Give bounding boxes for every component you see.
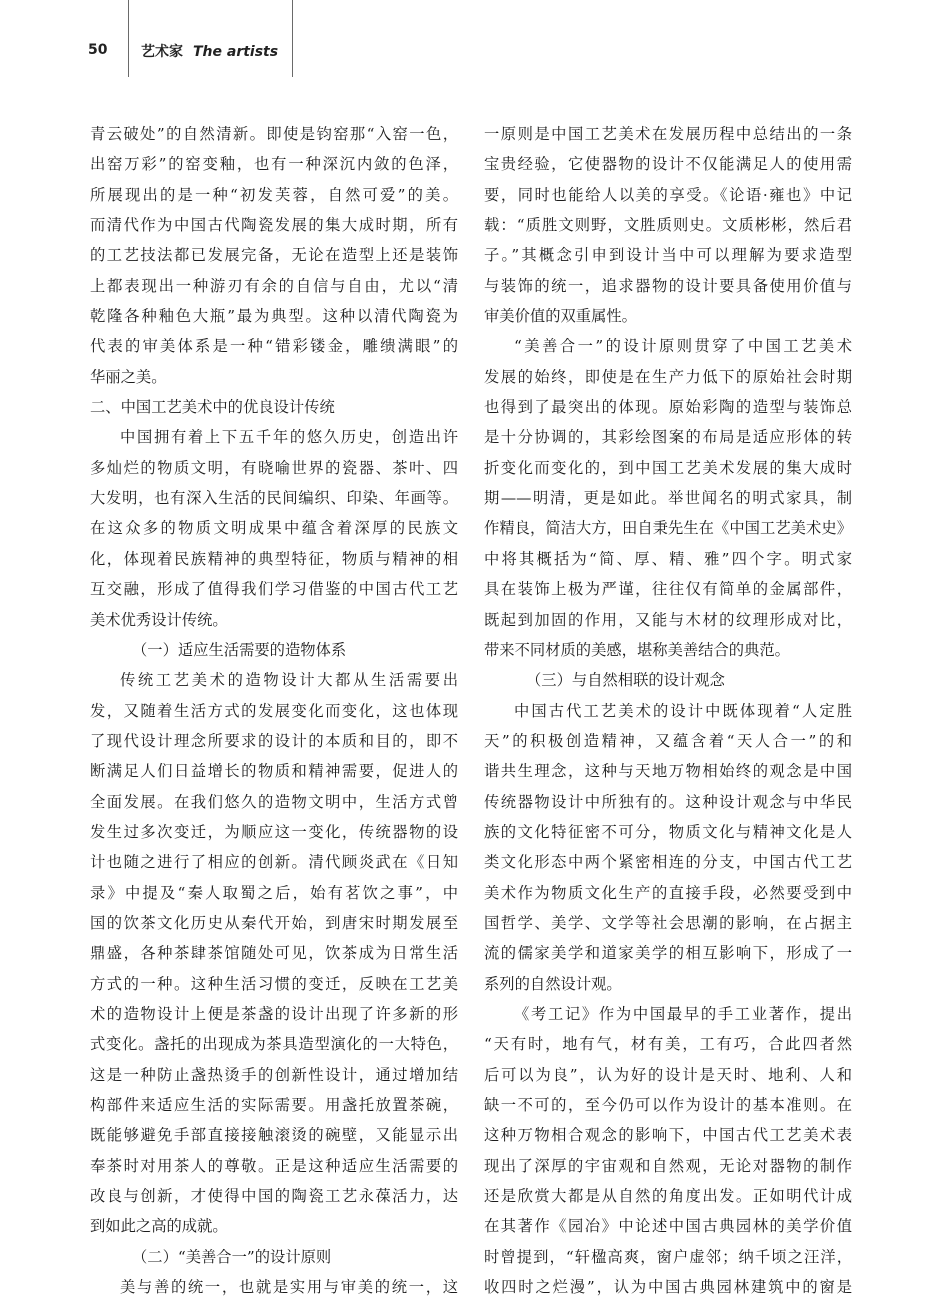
section-heading: 二、中国工艺美术中的优良设计传统 — [90, 398, 335, 417]
text-line: 所展现出的是一种“初发芙蓉，自然可爱”的美。 — [90, 185, 458, 204]
text-line: 到如此之高的成就。 — [90, 1217, 228, 1236]
text-line: 子。”其概念引申到设计当中可以理解为要求造型 — [484, 246, 852, 265]
text-line: 式变化。盏托的出现成为茶具造型演化的一大特色， — [90, 1035, 458, 1054]
left-column — [90, 119, 458, 1302]
subsection-heading: （三）与自然相联的设计观念 — [526, 671, 725, 690]
text-line: 期——明清，更是如此。举世闻名的明式家具，制 — [484, 489, 852, 508]
text-line: 构部件来适应生活的实际需要。用盏托放置茶碗， — [90, 1096, 458, 1114]
text-line: 《考工记》作为中国最早的手工业著作，提出 — [514, 1004, 852, 1023]
text-line: 既起到加固的作用，又能与木材的纹理形成对比， — [484, 610, 852, 629]
text-line: 美术作为物质文化生产的直接手段，必然要受到中 — [484, 883, 852, 902]
text-line: 带来不同材质的美感，堪称美善结合的典范。 — [484, 640, 790, 659]
subsection-heading: （一）适应生活需要的造物体系 — [132, 640, 347, 659]
text-line: 化，体现着民族精神的典型特征，物质与精神的相 — [90, 549, 458, 568]
journal-title-en: The artists — [193, 44, 279, 60]
text-line: 国的饮茶文化历史从秦代开始，到唐宋时期发展至 — [90, 913, 458, 932]
text-line: 华丽之美。 — [90, 367, 167, 386]
text-line: 天”的积极创造精神，又蕴含着“天人合一”的和 — [484, 731, 852, 750]
text-line: 鼎盛，各种茶肆茶馆随处可见，饮茶成为日常生活 — [90, 944, 458, 963]
text-line: 谐共生理念，这种与天地万物相始终的观念是中国 — [484, 762, 852, 781]
text-line: 与装饰的统一，追求器物的设计要具备使用价值与 — [484, 276, 852, 295]
text-line: 发，又随着生活方式的发展变化而变化，这也体现 — [90, 701, 458, 720]
text-line: 宝贵经验，它使器物的设计不仅能满足人的使用需 — [484, 155, 852, 174]
text-line: 中国古代工艺美术的设计中既体现着“人定胜 — [514, 701, 852, 720]
text-line: 而清代作为中国古代陶瓷发展的集大成时期，所有 — [90, 216, 458, 235]
text-line: 后可以为良”，认为好的设计是天时、地利、人和 — [484, 1065, 852, 1084]
text-line: 中国拥有着上下五千年的悠久历史，创造出许 — [120, 428, 458, 447]
page-number: 50 — [88, 42, 108, 58]
text-line: 流的儒家美学和道家美学的相互影响下，形成了一 — [484, 944, 852, 963]
text-line: 方式的一种。这种生活习惯的变迁，反映在工艺美 — [90, 974, 458, 993]
text-line: 时曾提到，“轩楹高爽，窗户虚邻；纳千顷之汪洋， — [484, 1247, 852, 1266]
text-line: 族的文化特征密不可分，物质文化与精神文化是人 — [484, 822, 852, 841]
text-line: 奉茶时对用茶人的尊敬。正是这种适应生活需要的 — [90, 1156, 458, 1175]
text-line: 是十分协调的，其彩绘图案的布局是适应形体的转 — [484, 428, 852, 447]
text-line: “美善合一”的设计原则贯穿了中国工艺美术 — [514, 337, 852, 356]
text-line: 中将其概括为“简、厚、精、雅”四个字。明式家 — [484, 549, 852, 568]
text-line: 要，同时也能给人以美的享受。《论语·雍也》中记 — [484, 185, 852, 204]
text-line: 计也随之进行了相应的创新。清代顾炎武在《日知 — [90, 853, 458, 872]
header-divider-right — [292, 0, 293, 77]
journal-title — [141, 41, 278, 61]
text-line: 乾隆各种釉色大瓶”最为典型。这种以清代陶瓷为 — [90, 307, 458, 326]
text-line: 多灿烂的物质文明，有晓喻世界的瓷器、茶叶、四 — [90, 458, 458, 477]
text-line: 类文化形态中两个紧密相连的分支，中国古代工艺 — [484, 853, 852, 872]
text-line: 具在装饰上极为严谨，往往仅有简单的金属部件， — [484, 580, 852, 599]
text-line: 美与善的统一，也就是实用与审美的统一，这 — [120, 1278, 458, 1297]
text-line: 传统工艺美术的造物设计大都从生活需要出 — [120, 671, 458, 690]
text-line: 作精良，简洁大方，田自秉先生在《中国工艺美术史》 — [484, 519, 852, 538]
text-line: 断满足人们日益增长的物质和精神需要，促进人的 — [90, 762, 458, 781]
text-line: 收四时之烂漫”，认为中国古典园林建筑中的窗是 — [484, 1278, 852, 1297]
text-line: 大发明，也有深入生活的民间编织、印染、年画等。 — [90, 489, 458, 508]
text-line: 的工艺技法都已发展完备，无论在造型上还是装饰 — [90, 246, 458, 265]
text-line: 在这众多的物质文明成果中蕴含着深厚的民族文 — [90, 519, 458, 538]
journal-title-cn: 艺术家 — [141, 44, 183, 60]
text-line: 这是一种防止盏热烫手的创新性设计，通过增加结 — [90, 1065, 458, 1084]
text-line: 术的造物设计上便是茶盏的设计出现了许多新的形 — [90, 1004, 458, 1023]
text-line: 系列的自然设计观。 — [484, 974, 622, 993]
subsection-heading: （二）“美善合一”的设计原则 — [132, 1247, 332, 1266]
text-line: 既能够避免手部直接接触滚烫的碗壁，又能显示出 — [90, 1126, 458, 1145]
text-line: 发展的始终，即使是在生产力低下的原始社会时期 — [484, 367, 852, 386]
text-line: 国哲学、美学、文学等社会思潮的影响，在占据主 — [484, 913, 852, 932]
text-line: “天有时，地有气，材有美，工有巧，合此四者然 — [484, 1035, 852, 1054]
text-line: 出窑万彩”的窑变釉，也有一种深沉内敛的色泽， — [90, 155, 458, 174]
text-line: 载：“质胜文则野，文胜质则史。文质彬彬，然后君 — [484, 216, 852, 235]
text-line: 互交融，形成了值得我们学习借鉴的中国古代工艺 — [90, 580, 458, 599]
text-line: 还是欣赏大都是从自然的角度出发。正如明代计成 — [484, 1187, 852, 1206]
right-column — [484, 119, 852, 1302]
text-line: 现出了深厚的宇宙观和自然观，无论对器物的制作 — [484, 1156, 852, 1175]
text-line: 代表的审美体系是一种“错彩镂金，雕缋满眼”的 — [90, 337, 458, 356]
text-line: 传统器物设计中所独有的。这种设计观念与中华民 — [484, 792, 852, 811]
text-line: 缺一不可的，至今仍可以作为设计的基本准则。在 — [484, 1096, 852, 1114]
text-line: 了现代设计理念所要求的设计的本质和目的，即不 — [90, 731, 458, 750]
text-line: 折变化而变化的，到中国工艺美术发展的集大成时 — [484, 458, 852, 477]
text-line: 一原则是中国工艺美术在发展历程中总结出的一条 — [484, 125, 852, 143]
text-line: 也得到了最突出的体现。原始彩陶的造型与装饰总 — [484, 398, 852, 417]
header-divider-left — [128, 0, 129, 77]
text-line: 在其著作《园冶》中论述中国古典园林的美学价值 — [484, 1217, 852, 1236]
text-line: 这种万物相合观念的影响下，中国古代工艺美术表 — [484, 1126, 852, 1145]
text-line: 发生过多次变迁，为顺应这一变化，传统器物的设 — [90, 822, 458, 841]
text-line: 录》中提及“秦人取蜀之后，始有茗饮之事”，中 — [90, 883, 458, 902]
text-line: 上都表现出一种游刃有余的自信与自由，尤以“清 — [90, 276, 458, 295]
text-line: 全面发展。在我们悠久的造物文明中，生活方式曾 — [90, 792, 458, 811]
text-line: 审美价值的双重属性。 — [484, 307, 637, 326]
text-line: 美术优秀设计传统。 — [90, 610, 228, 629]
text-line: 青云破处”的自然清新。即使是钧窑那“入窑一色， — [90, 125, 458, 143]
text-line: 改良与创新，才使得中国的陶瓷工艺永葆活力，达 — [90, 1187, 458, 1206]
